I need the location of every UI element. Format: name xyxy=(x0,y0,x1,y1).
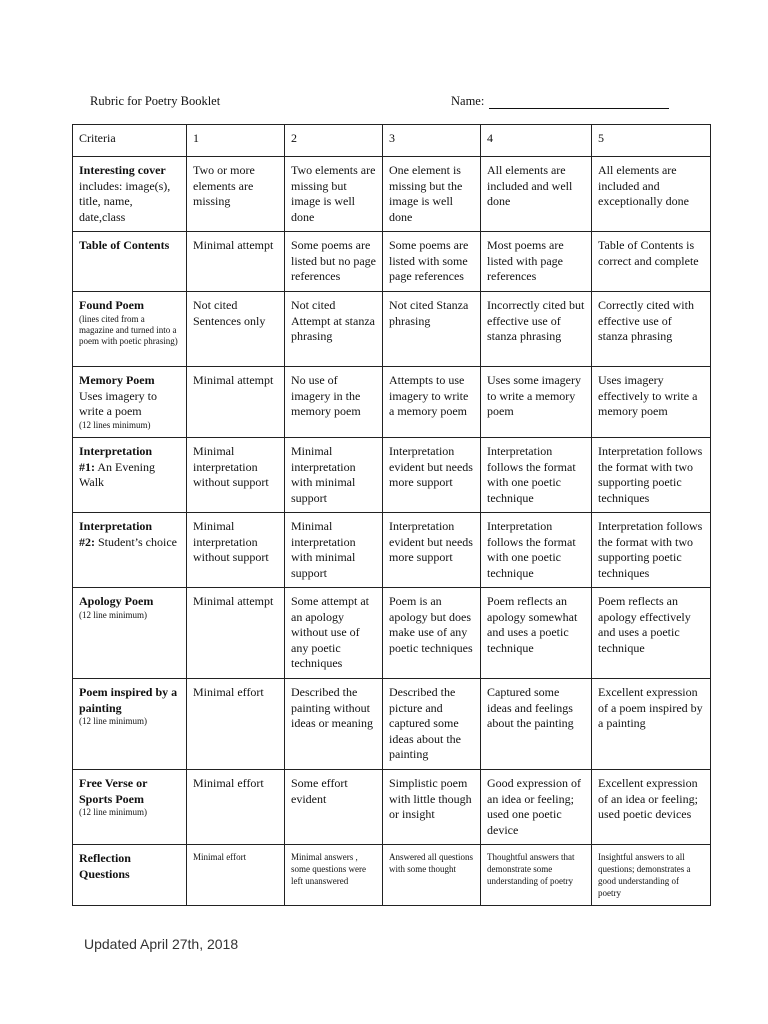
rubric-cell: Minimal attempt xyxy=(187,232,285,292)
rubric-cell: Insightful answers to all questions; demonstrates a good understanding of poetry xyxy=(592,845,711,906)
rubric-cell: Correctly cited with effective use of stanza phrasing xyxy=(592,292,711,367)
rubric-cell: Interpretation evident but needs more support xyxy=(383,513,481,588)
column-header: 1 xyxy=(187,125,285,157)
rubric-cell: Not cited Sentences only xyxy=(187,292,285,367)
rubric-cell: No use of imagery in the memory poem xyxy=(285,367,383,438)
rubric-cell: Minimal attempt xyxy=(187,588,285,679)
rubric-cell: Two or more elements are missing xyxy=(187,157,285,232)
criteria-note: (12 line minimum) xyxy=(79,807,147,817)
rubric-cell: Interpretation evident but needs more support xyxy=(383,438,481,513)
criteria-title: Interpretation xyxy=(79,444,153,458)
rubric-cell: Answered all questions with some thought xyxy=(383,845,481,906)
rubric-cell: Some effort evident xyxy=(285,770,383,845)
rubric-cell: Minimal attempt xyxy=(187,367,285,438)
rubric-cell: Minimal answers , some questions were left unanswered xyxy=(285,845,383,906)
rubric-cell: Incorrectly cited but effective use of stanza phrasing xyxy=(481,292,592,367)
column-header: Criteria xyxy=(73,125,187,157)
rubric-cell: Minimal effort xyxy=(187,679,285,770)
criteria-desc: includes: image(s), title, name, date,class xyxy=(79,178,171,224)
rubric-cell: Captured some ideas and feelings about the painting xyxy=(481,679,592,770)
rubric-cell: Some poems are listed but no page references xyxy=(285,232,383,292)
criteria-cell xyxy=(73,367,187,438)
name-field xyxy=(451,94,669,109)
column-header: 5 xyxy=(592,125,711,157)
table-row xyxy=(73,513,711,588)
rubric-cell: Minimal interpretation with minimal support xyxy=(285,513,383,588)
rubric-cell: All elements are included and exceptionally done xyxy=(592,157,711,232)
column-header: 3 xyxy=(383,125,481,157)
criteria-cell xyxy=(73,232,187,292)
criteria-note: (12 line minimum) xyxy=(79,716,147,726)
table-row xyxy=(73,845,711,906)
criteria-cell xyxy=(73,292,187,367)
criteria-desc: Student’s choice xyxy=(98,534,177,549)
rubric-cell: Some attempt at an apology without use of any poetic techniques xyxy=(285,588,383,679)
criteria-cell xyxy=(73,770,187,845)
rubric-cell: Not cited Attempt at stanza phrasing xyxy=(285,292,383,367)
criteria-title: Apology Poem xyxy=(79,594,154,608)
table-row xyxy=(73,292,711,367)
criteria-cell xyxy=(73,157,187,232)
rubric-cell: Minimal interpretation without support xyxy=(187,438,285,513)
criteria-cell xyxy=(73,513,187,588)
criteria-cell xyxy=(73,845,187,906)
rubric-cell: Good expression of an idea or feeling; used one poetic device xyxy=(481,770,592,845)
criteria-title: Poem inspired by a painting xyxy=(79,685,178,715)
name-label: Name: xyxy=(451,94,485,108)
table-row xyxy=(73,588,711,679)
table-row xyxy=(73,367,711,438)
column-header: 4 xyxy=(481,125,592,157)
table-row xyxy=(73,232,711,292)
rubric-cell: Two elements are missing but image is well done xyxy=(285,157,383,232)
rubric-cell: Interpretation follows the format with one poetic technique xyxy=(481,513,592,588)
rubric-cell: Attempts to use imagery to write a memory poem xyxy=(383,367,481,438)
rubric-cell: Some poems are listed with some page references xyxy=(383,232,481,292)
name-blank-line xyxy=(489,96,669,109)
criteria-title: Memory Poem xyxy=(79,373,155,387)
rubric-cell: Uses some imagery to write a memory poem xyxy=(481,367,592,438)
rubric-cell: Poem is an apology but does make use of any poetic techniques xyxy=(383,588,481,679)
rubric-cell: Poem reflects an apology effectively and uses a poetic technique xyxy=(592,588,711,679)
rubric-cell: Described the picture and captured some ideas about the painting xyxy=(383,679,481,770)
header-row xyxy=(73,125,711,157)
rubric-cell: Interpretation follows the format with one poetic technique xyxy=(481,438,592,513)
criteria-title: Found Poem xyxy=(79,298,145,312)
table-row xyxy=(73,157,711,232)
criteria-title: Free Verse or Sports Poem xyxy=(79,776,148,806)
rubric-cell: Most poems are listed with page references xyxy=(481,232,592,292)
criteria-desc: An Evening Walk xyxy=(79,459,155,489)
document-title: Rubric for Poetry Booklet xyxy=(90,94,221,108)
criteria-cell xyxy=(73,679,187,770)
rubric-cell: One element is missing but the image is well done xyxy=(383,157,481,232)
criteria-title: Reflection Questions xyxy=(79,851,131,881)
rubric-cell: Interpretation follows the format with two supporting poetic techniques xyxy=(592,438,711,513)
rubric-cell: Table of Contents is correct and complete xyxy=(592,232,711,292)
rubric-cell: Interpretation follows the format with two supporting poetic techniques xyxy=(592,513,711,588)
table-row xyxy=(73,679,711,770)
rubric-cell: Described the painting without ideas or meaning xyxy=(285,679,383,770)
criteria-title: Interpretation xyxy=(79,519,153,533)
criteria-title: Interesting cover xyxy=(79,163,166,177)
rubric-cell: Excellent expression of an idea or feeling; used poetic devices xyxy=(592,770,711,845)
criteria-cell xyxy=(73,588,187,679)
rubric-cell: Not cited Stanza phrasing xyxy=(383,292,481,367)
rubric-cell: Minimal effort xyxy=(187,770,285,845)
rubric-cell: Minimal interpretation with minimal support xyxy=(285,438,383,513)
table-row xyxy=(73,438,711,513)
criteria-number: #1: xyxy=(79,459,95,474)
rubric-cell: Minimal effort xyxy=(187,845,285,906)
criteria-desc: Uses imagery to write a poem xyxy=(79,388,157,418)
updated-date: Updated April 27th, 2018 xyxy=(84,936,239,952)
rubric-cell: Simplistic poem with little though or insight xyxy=(383,770,481,845)
rubric-cell: Poem reflects an apology somewhat and uses a poetic technique xyxy=(481,588,592,679)
criteria-note: (12 lines minimum) xyxy=(79,419,151,430)
rubric-cell: Minimal interpretation without support xyxy=(187,513,285,588)
rubric-cell: Uses imagery effectively to write a memory poem xyxy=(592,367,711,438)
criteria-cell xyxy=(73,438,187,513)
criteria-title: Table of Contents xyxy=(79,238,170,252)
rubric-table xyxy=(72,124,711,906)
rubric-cell: Excellent expression of a poem inspired by a painting xyxy=(592,679,711,770)
criteria-note: (12 line minimum) xyxy=(79,609,147,620)
table-row xyxy=(73,770,711,845)
criteria-number: #2: xyxy=(79,534,95,549)
criteria-note: (lines cited from a magazine and turned into a poem with poetic phrasing) xyxy=(79,313,178,346)
rubric-cell: Thoughtful answers that demonstrate some understanding of poetry xyxy=(481,845,592,906)
column-header: 2 xyxy=(285,125,383,157)
rubric-cell: All elements are included and well done xyxy=(481,157,592,232)
